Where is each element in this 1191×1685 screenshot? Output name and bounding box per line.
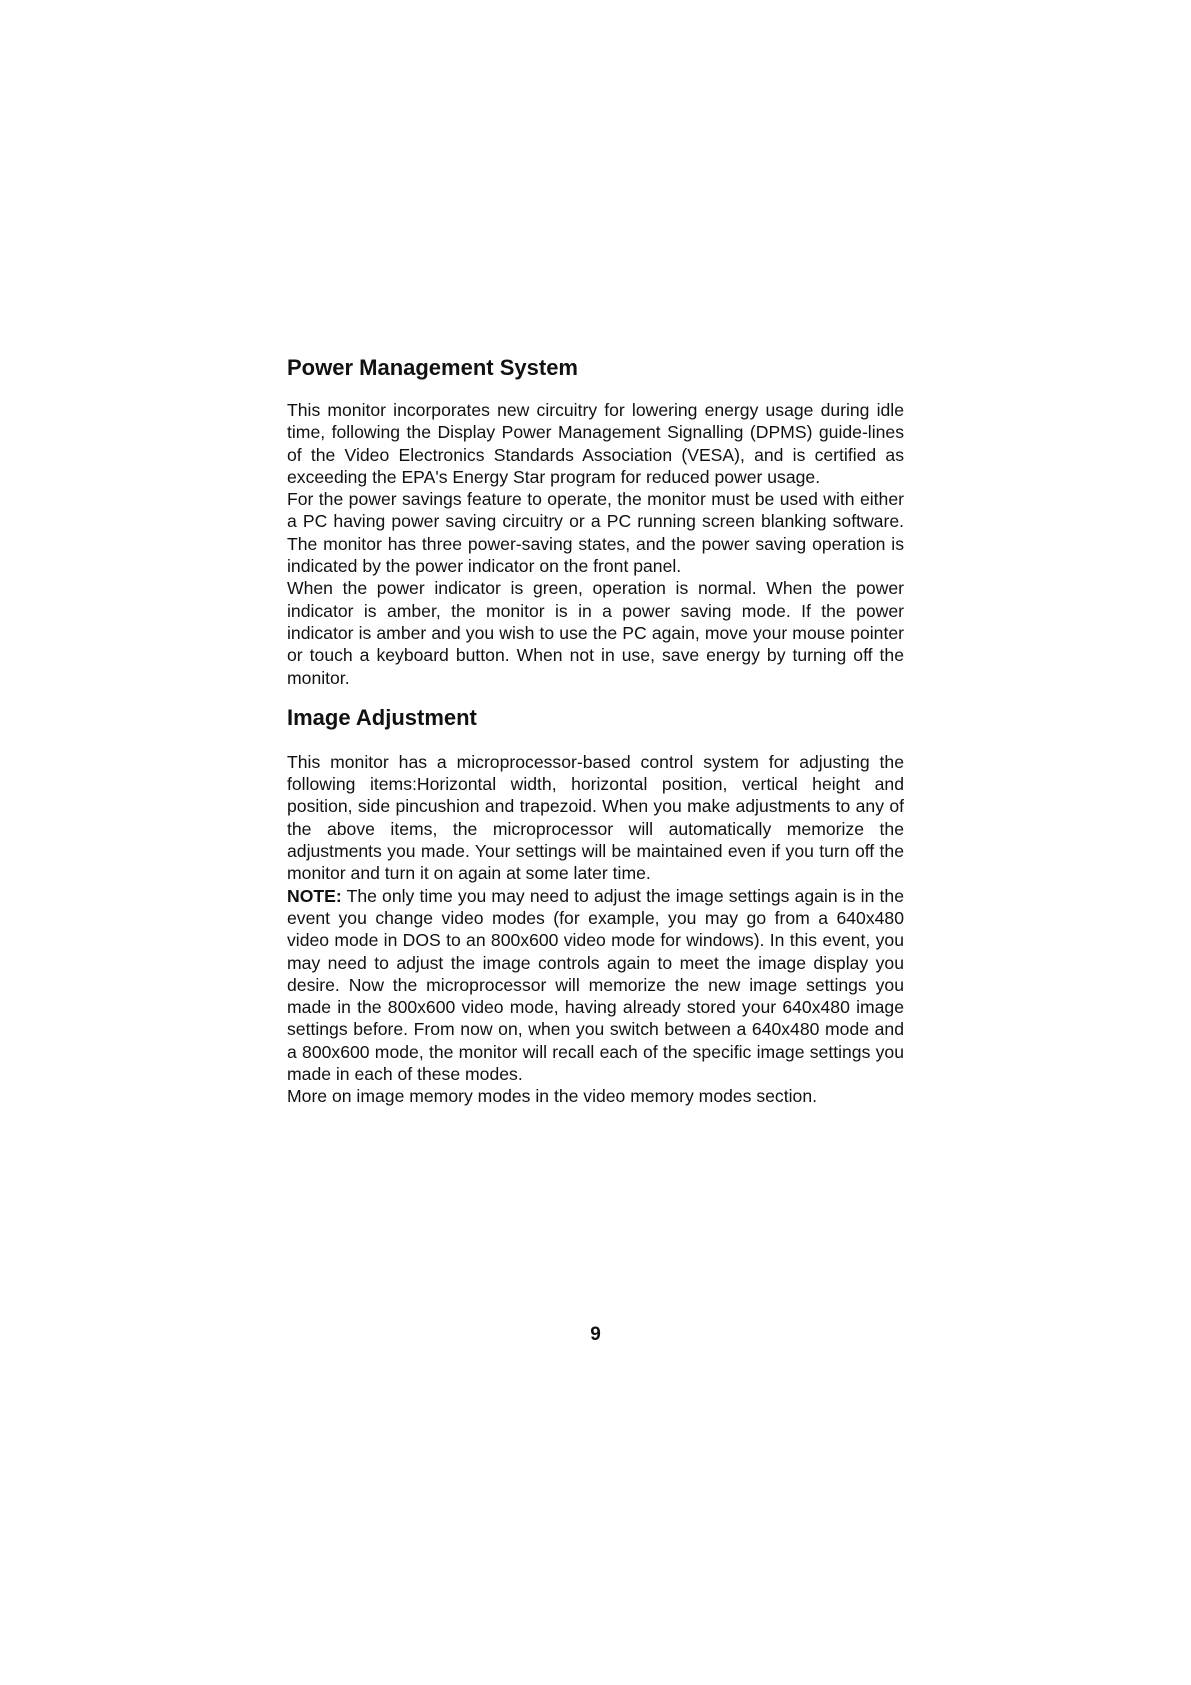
page-number: 9: [590, 1324, 601, 1345]
note-label: NOTE:: [287, 885, 342, 906]
note-paragraph: [287, 885, 904, 1086]
paragraph-image-adjustment: This monitor has a microprocessor-based control system for adjusting the following items:Horizontal width, horizontal position, vertical height and position, side pincushion and trapezoid. When you make adjustments to any of the above items, the microprocessor will automatically memorize the adjustments you made. Your settings will be maintained even if you turn off the monitor and turn it on again at some later time.: [287, 751, 904, 884]
paragraph-power-indicator: When the power indicator is green, operation is normal. When the power indicator is amber, the monitor is in a power saving mode. If the power indicator is amber and you wish to use the PC again, move your mouse pointer or touch a keyboard button. When not in use, save energy by turning off the monitor.: [287, 578, 904, 688]
section-heading-image-adjustment: Image Adjustment: [287, 704, 477, 730]
paragraph-power-intro: This monitor incorporates new circuitry for lowering energy usage during idle time, following the Display Power Management Signalling (DPMS) guide-lines of the Video Electronics Standards Association (VESA), and is certified as exceeding the EPA's Energy Star program for reduced power usage.: [287, 400, 904, 487]
note-text: The only time you may need to adjust the image settings again is in the event you change video modes (for example, you may go from a 640x480 video mode in DOS to an 800x600 video mode for windows). In this event, you may need to adjust the image controls again to meet the image display you desire. Now the microprocessor will memorize the new image settings you made in the 800x600 video mode, having already stored your 640x480 image settings before. From now on, when you switch between a 640x480 mode and a 800x600 mode, the monitor will recall each of the specific image settings you made in each of these modes.: [287, 885, 904, 1085]
paragraph-power-savings-feature: For the power savings feature to operate, the monitor must be used with either a PC having power saving circuitry or a PC running screen blanking software. The monitor has three power-saving states, and the power saving operation is indicated by the power indicator on the front panel.: [287, 489, 904, 577]
document-body: [287, 355, 904, 1108]
paragraph-memory-modes-reference: More on image memory modes in the video memory modes section.: [287, 1086, 817, 1107]
section-heading-power-management: Power Management System: [287, 355, 578, 380]
